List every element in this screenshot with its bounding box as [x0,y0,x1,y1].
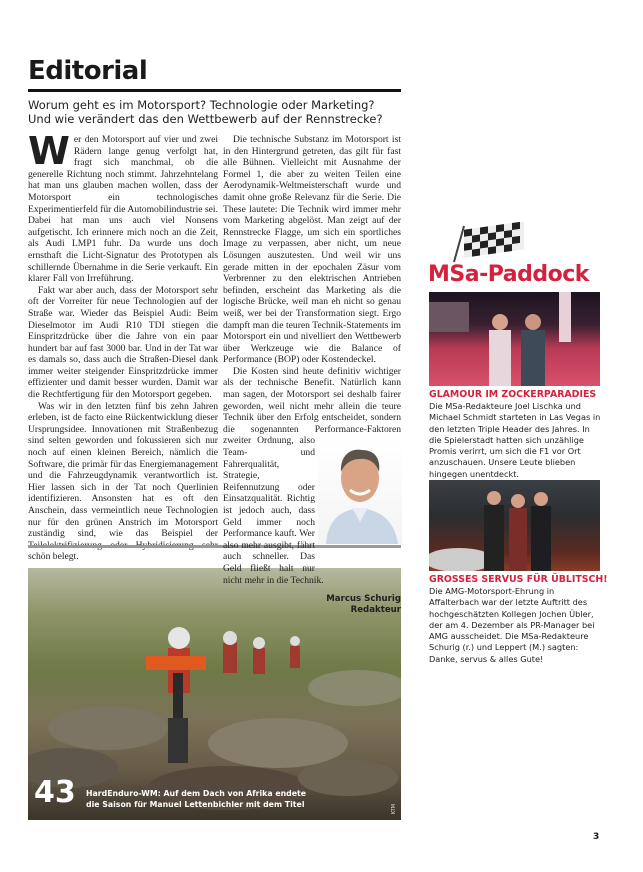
paragraph-text: Die Kosten sind heute definitiv wichtiger als der technische Benefit. Natürlich kann man sagen, der Motorsport sei deshalb fairer geworden, weil nicht mehr allein die teure Technik über den Erfolg entscheidet, sondern die sogenannten Performance-Faktoren zweiter Ordnung, also Team- und Fahrerqualität, Strategie, Reifennutzung oder Einsatzqualität. Richtig ist jedoch auch, dass Geld immer noch Performance kauft. Wer also mehr ausgibt, fährt auch schneller. Das Geld fließt halt nur nicht mehr in die Technik. [223,365,401,586]
page-number: 3 [593,832,600,842]
checkered-flag-icon [448,222,528,264]
sidebar-heading: GROSSES SERVUS FÜR ÜBLITSCH! [429,574,608,585]
article-column-2 [223,134,401,616]
photo-caption [86,788,306,810]
article-column-1 [28,129,218,563]
paragraph [28,129,218,285]
subtitle-line: Worum geht es im Motorsport? Technologie oder Marketing? [28,98,375,112]
subtitle [28,98,408,126]
caption-line: die Saison für Manuel Lettenbichler mit dem Titel [86,800,305,809]
caption-line: HardEnduro-WM: Auf dem Dach von Afrika endete [86,789,307,798]
las-vegas-photo [429,292,600,386]
photo-number: 43 [34,775,76,810]
author-name: Marcus Schurig [326,594,401,605]
author-signature [223,594,401,616]
photo-credit: KTM [391,803,397,814]
paragraph-text: er den Motorsport auf vier und zwei Rädern lange genug verfolgt hat, fragt sich manchmal, ob die generelle Richtung noch stimmt. Jahrzehntelang hat man uns glauben machen wollen, dass der Motorsport ein technologisches Experimentierfeld für die Automobilindustrie sei. Dabei hat man uns auch viel Nonsens aufgetischt. Ich erinnere mich noch an die Zeit, als Audi LMP1 fuhr. Da wurde uns doch ernsthaft die Licht-Signatur des Prototypen als schillernde Übernahme in die Serie verkauft. Ein klarer Fall von Irreführung. [28,134,218,285]
rider [146,627,206,763]
paragraph: Die technische Substanz im Motorsport ist in den Hintergrund getreten, das gilt für fast alle Bühnen. Vielleicht mit Ausnahme der Formel 1, die aber zu weiten Teilen eine Aerodynamik-Weltmeisterschaft wurde und damit ohne große Relevanz für die Serie. Die These lautete: Die Technik wird immer mehr vom Marketing abgelöst. Man zeigt auf der Rennstrecke Flagge, um sich ein sportliches Image zu verpassen, aber nicht, um neue Lösungen auszutesten. Und weil wir uns gerade mitten in der epochalen Zäsur vom Verbrenner zu den elektrischen Antrieben befinden, erscheint das Marketing als die logische Brücke, weil man eh nicht so genau weiß, wer bei der Transformation siegt. Ergo dampft man die teuren Technik-Statements im Motorsport ein und nivelliert den Wettbewerb über Werkzeuge wie die Balance of Performance (BOP) oder Kostendeckel. [223,134,401,366]
title-rule [28,89,401,92]
page-title: Editorial [28,56,148,86]
subtitle-line: Und wie verändert das den Wettbewerb auf der Rennstrecke? [28,112,383,126]
paragraph: Was wir in den letzten fünf bis zehn Jahren erleben, ist de facto eine Rückentwicklung dieser Ursprungsidee. Innovationen mit Straßenbezug sind selten geworden und fokussieren sich nur noch auf einen kleinen Bereich, nämlich die Software, die primär für das Energiemanagement und die Fahrzeugdynamik verantwortlich ist. Hier lassen sich in der Tat noch Querlinien identifizieren. Ansonsten hat es oft den Anschein, dass vermeintlich neue Technologien nur für den grünen Anstrich im Motorsport zuständig sind, wie das Beispiel der schön belegt. [28,400,218,563]
drop-cap: W [28,129,70,173]
msa-paddock-logo: MSa-Paddock [428,262,589,287]
sidebar-text: Die AMG-Motorsport-Ehrung in Affalterbach war der letzte Auftritt des hochgeschätzten Kollegen Jochen Übler, der am 4. Dezember als PR-Manager bei AMG ausscheidet. Die MSa-Redakteure Schurig (r.) und Leppert (M.) sagten: Danke, servus & alles Gute! [429,586,595,664]
sidebar-text: Die MSa-Redakteure Joel Lischka und Michael Schmidt starteten in Las Vegas in den letzten Triple Header des Jahres. In die Spielerstadt hatten sich unzählige Promis verirrt, um sich die F1 vor Ort anzuschauen. Unsere Leute blieben hingegen unentdeckt. [429,401,601,479]
paragraph: Fakt war aber auch, dass der Motorsport sehr oft der Vorreiter für neue Technologien auf der Straße war. Wieder das Beispiel Audi: Beim Dieselmotor im Audi R10 TDI stiegen die Einspritzdrücke über die Jahre von ein paar hundert bar auf fast 3000 bar. Und in der Tat war es damals so, dass auch die Straßen-Diesel dank immer weiter steigender Einspritzdrücke immer effizienter und damit besser wurden. Damit war die Rechtfertigung für den Motorsport gegeben. [28,284,218,401]
author-role: Redakteur [350,605,401,616]
amg-event-photo [429,480,600,571]
sidebar-heading: GLAMOUR IM ZOCKERPARADIES [429,389,597,400]
